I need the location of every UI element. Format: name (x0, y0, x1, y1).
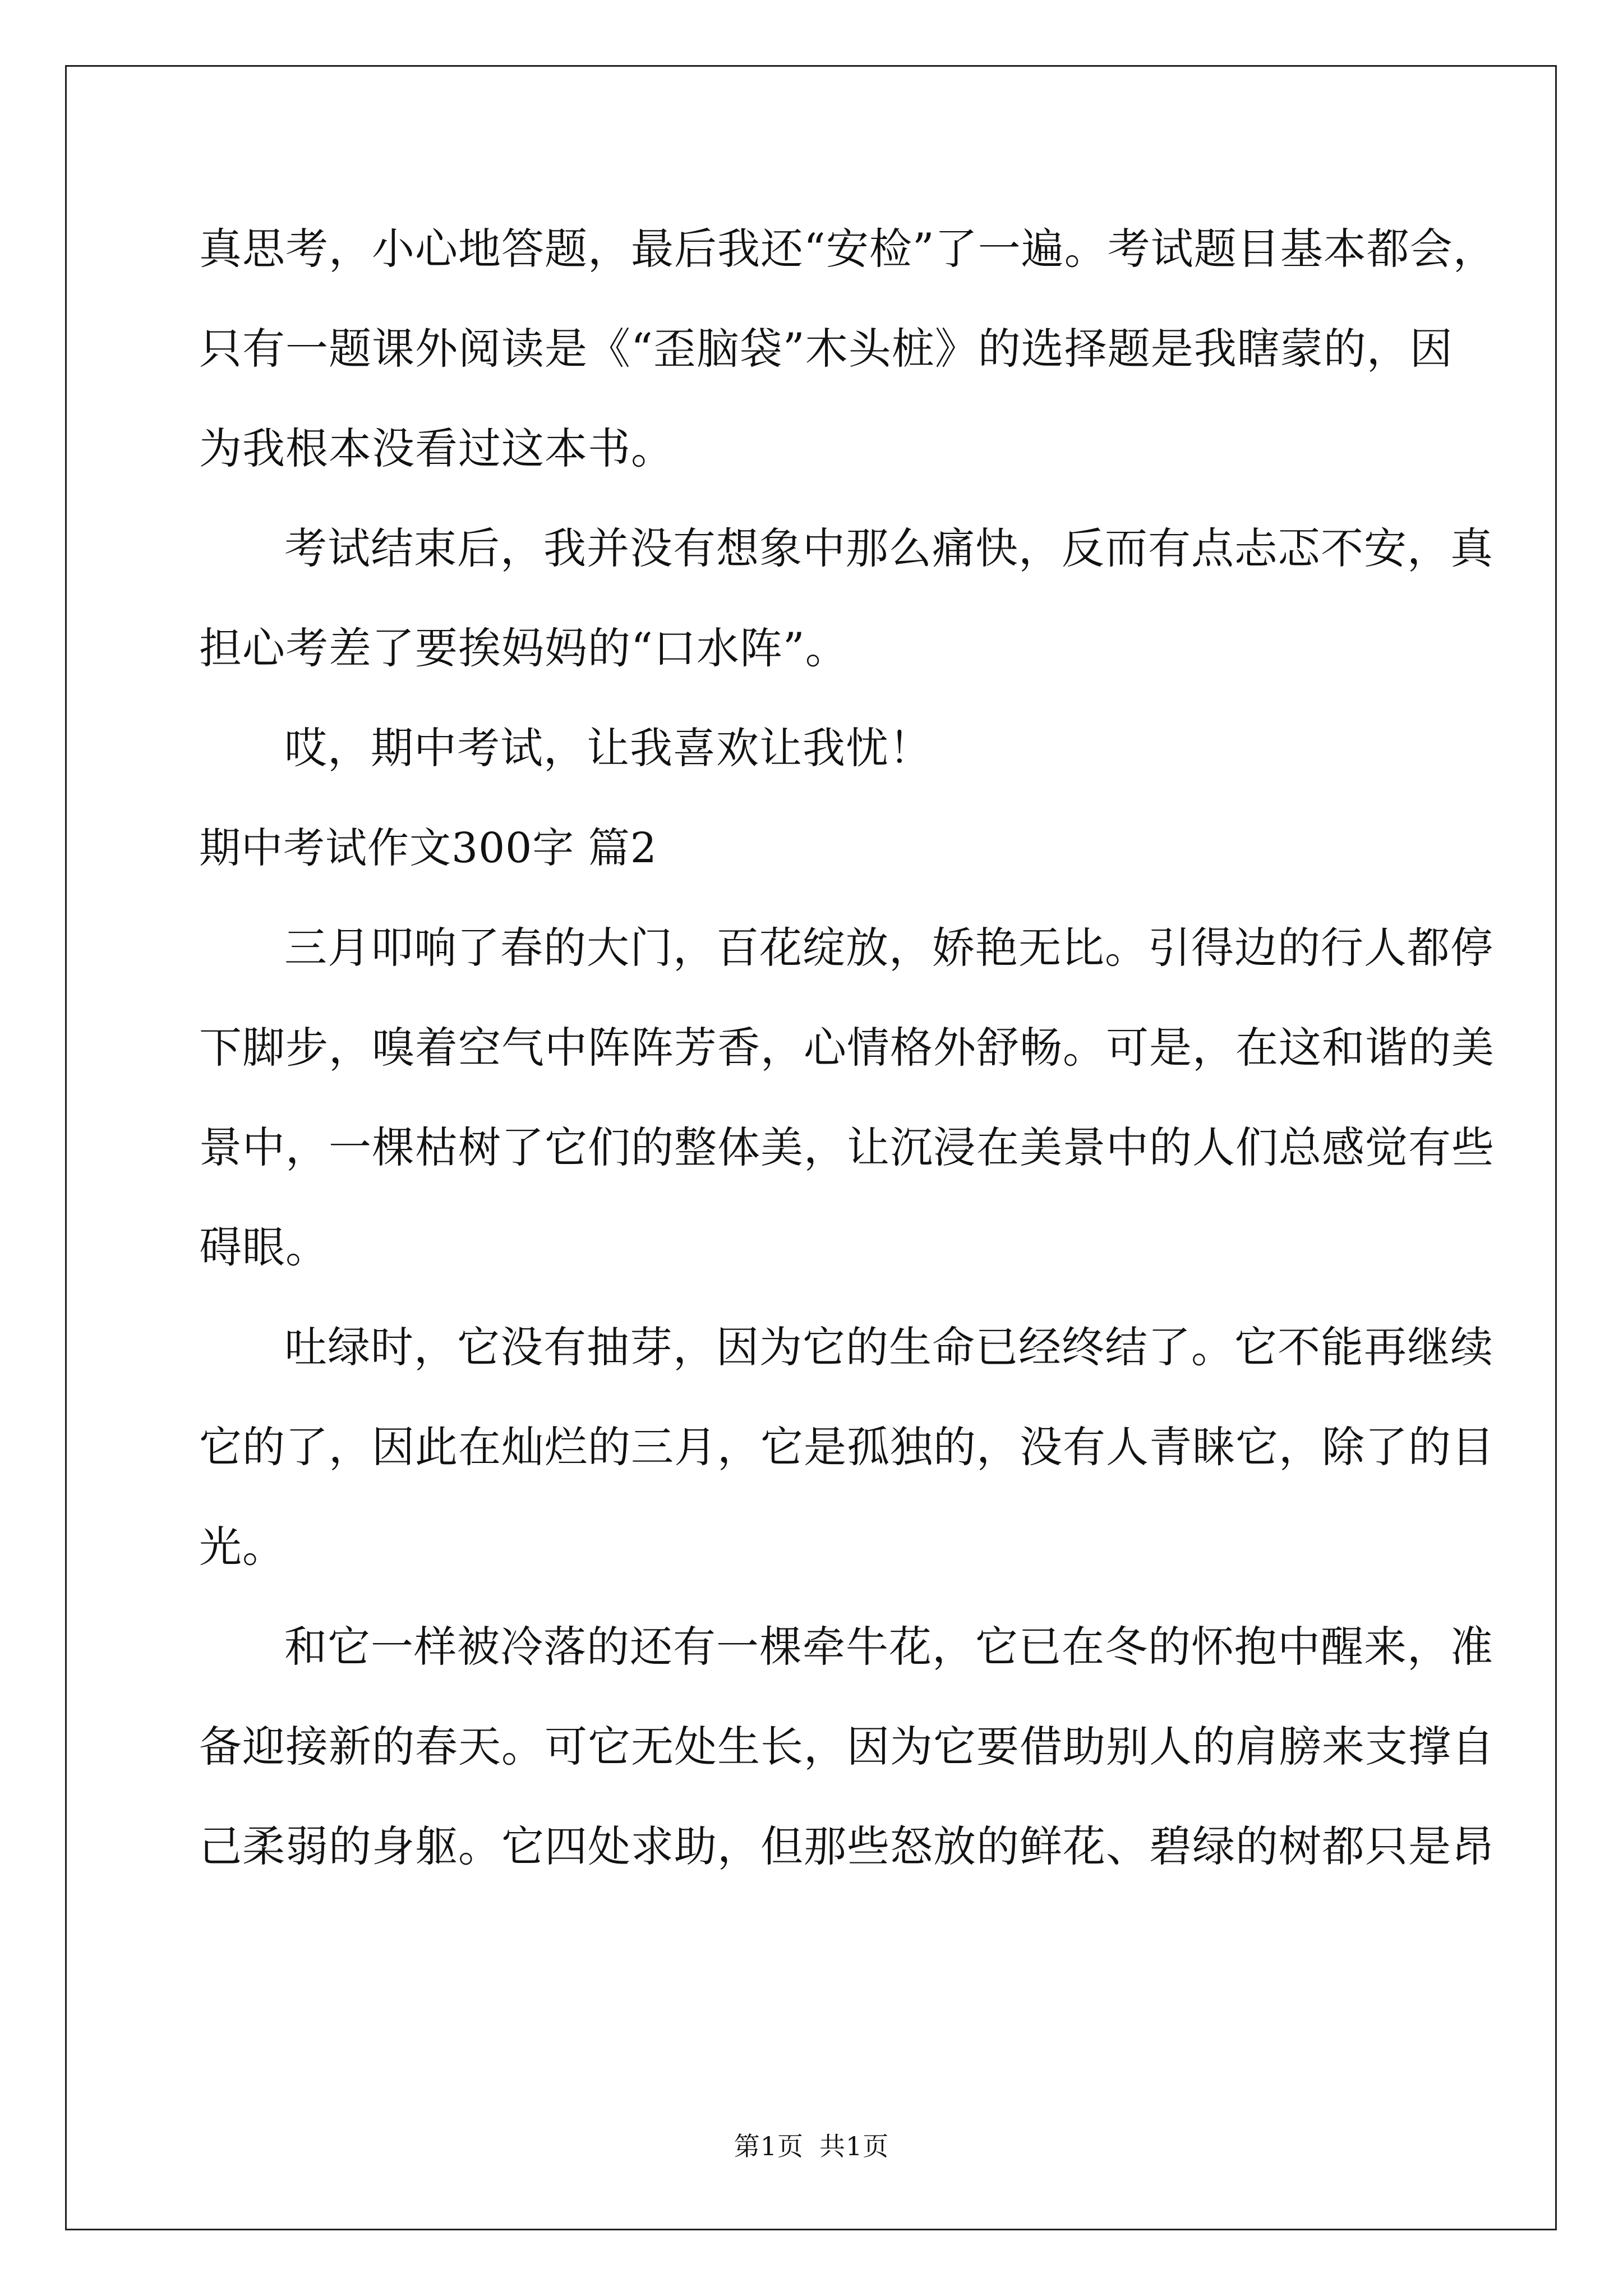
text-line: 光。 (199, 1522, 285, 1572)
paragraph-start-line: 和它一样被冷落的还有一棵牵牛花，它已在冬的怀抱中醒来，准 (284, 1622, 1493, 1672)
text-line: 碍眼。 (199, 1222, 329, 1272)
page-total: 共1页 (819, 2131, 889, 2161)
text-line: 真思考，小心地答题，最后我还“安检”了一遍。考试题目基本都会， (199, 224, 1496, 274)
text-line: 担心考差了要挨妈妈的“口水阵”。 (199, 623, 849, 673)
text-line: 己柔弱的身躯。它四处求助，但那些怒放的鲜花、碧绿的树都只是昂 (199, 1821, 1495, 1871)
paragraph-start-line: 考试结束后，我并没有想象中那么痛快，反而有点忐忑不安，真 (284, 523, 1493, 573)
text-line: 下脚步，嗅着空气中阵阵芳香，心情格外舒畅。可是，在这和谐的美 (199, 1023, 1495, 1073)
text-line: 景中，一棵枯树了它们的整体美，让沉浸在美景中的人们总感觉有些 (199, 1122, 1495, 1172)
text-line: 它的了，因此在灿烂的三月，它是孤独的，没有人青睐它，除了的目 (199, 1422, 1495, 1472)
text-line: 备迎接新的春天。可它无处生长，因为它要借助别人的肩膀来支撑自 (199, 1722, 1495, 1772)
page-number: 第1页 (734, 2131, 804, 2161)
paragraph-start-line: 三月叩响了春的大门，百花绽放，娇艳无比。引得边的行人都停 (284, 923, 1493, 973)
document-body (199, 199, 1496, 1897)
paragraph-start-line: 哎，期中考试，让我喜欢让我忧！ (284, 723, 932, 773)
page-footer (0, 2126, 1623, 2163)
paragraph-start-line: 吐绿时，它没有抽芽，因为它的生命已经终结了。它不能再继续 (284, 1322, 1493, 1372)
section-heading: 期中考试作文300字 篇2 (199, 824, 657, 872)
text-line: 只有一题课外阅读是《“歪脑袋”木头桩》的选择题是我瞎蒙的，因 (199, 324, 1453, 374)
text-line: 为我根本没看过这本书。 (199, 424, 674, 473)
